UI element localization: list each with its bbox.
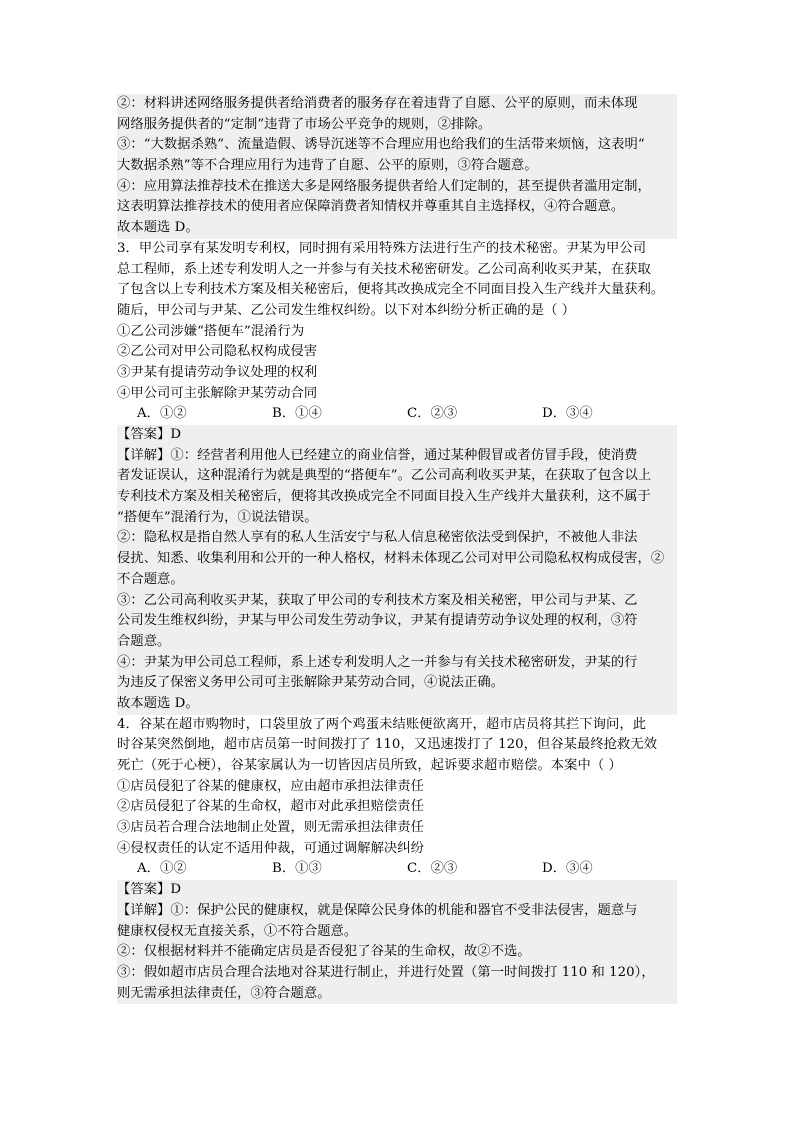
- explanation-line: 这表明算法推荐技术的使用者应保障消费者知情权并尊重其自主选择权，④符合题意。: [117, 197, 677, 218]
- explanation-line: ②：仅根据材料并不能确定店员是否侵犯了谷某的生命权，故②不选。: [117, 942, 677, 963]
- explanation-line: 公司发生维权纠纷，尹某与甲公司发生劳动争议，尹某有提请劳动争议处理的权利，③符: [117, 611, 677, 632]
- explanation-line: ④：应用算法推荐技术在推送大多是网络服务提供者给人们定制的，甚至提供者滥用定制，: [117, 177, 677, 198]
- explanation-line: 【答案】D: [117, 880, 677, 901]
- explanation-line: ②：隐私权是指自然人享有的私人生活安宁与私人信息秘密依法受到保护，不被他人非法: [117, 528, 677, 549]
- explanation-line: ④：尹某为甲公司总工程师，系上述专利发明人之一并参与有关技术秘密研发，尹某的行: [117, 653, 677, 674]
- answer-options: [117, 404, 677, 425]
- explanation-line: 不合题意。: [117, 570, 677, 591]
- explanation-line: ③：假如超市店员合理合法地对谷某进行制止，并进行处置（第一时间拨打 110 和 120），: [117, 963, 677, 984]
- answer-option: D．③④: [542, 406, 593, 422]
- explanation-line: 专利技术方案及相关秘密后，便将其改换成完全不同面目投入生产线并大量获利，这不属于: [117, 487, 677, 508]
- explanation-line: 侵扰、知悉、收集利用和公开的一种人格权，材料未体现乙公司对甲公司隐私权构成侵害，②: [117, 549, 677, 570]
- explanation-line: ②：材料讲述网络服务提供者给消费者的服务存在着违背了自愿、公平的原则，而未体现: [117, 94, 677, 115]
- explanation-line: 故本题选 D。: [117, 694, 677, 715]
- question-line: 随后，甲公司与尹某、乙公司发生维权纠纷。以下对本纠纷分析正确的是（ ）: [117, 301, 677, 322]
- answer-option: C．②③: [407, 406, 458, 422]
- question-line: ①店员侵犯了谷某的健康权，应由超市承担法律责任: [117, 777, 677, 798]
- question-line: 4．谷某在超市购物时，口袋里放了两个鸡蛋未结账便欲离开，超市店员将其拦下询问，此: [117, 715, 677, 736]
- question-line: ③店员若合理合法地制止处置，则无需承担法律责任: [117, 818, 677, 839]
- explanation-line: 【详解】①：保护公民的健康权，就是保障公民身体的机能和器官不受非法侵害，题意与: [117, 901, 677, 922]
- explanation-line: ③：“大数据杀熟”、流量造假、诱导沉迷等不合理应用也给我们的生活带来烦恼，这表明“: [117, 135, 677, 156]
- question-line: ④侵权责任的认定不适用仲裁，可通过调解解决纠纷: [117, 839, 677, 860]
- answer-option: B．①④: [272, 406, 322, 422]
- question-line: ③尹某有提请劳动争议处理的权利: [117, 363, 677, 384]
- explanation-line: 合题意。: [117, 632, 677, 653]
- question-line: 时谷某突然倒地，超市店员第一时间拨打了 110，又迅速拨打了 120，但谷某最终抢救无效: [117, 735, 677, 756]
- explanation-line: 为违反了保密义务甲公司可主张解除尹某劳动合同，④说法正确。: [117, 673, 677, 694]
- answer-options: [117, 859, 677, 880]
- explanation-line: 则无需承担法律责任，③符合题意。: [117, 984, 677, 1005]
- explanation-line: 健康权侵权无直接关系，①不符合题意。: [117, 922, 677, 943]
- question-line: ②店员侵犯了谷某的生命权，超市对此承担赔偿责任: [117, 797, 677, 818]
- answer-option: A．①②: [137, 406, 187, 422]
- answer-option: D．③④: [542, 861, 593, 877]
- answer-option: C．②③: [407, 861, 458, 877]
- explanation-line: 大数据杀熟”等不合理应用行为违背了自愿、公平的原则，③符合题意。: [117, 156, 677, 177]
- document-page: [117, 94, 677, 1004]
- question-line: 总工程师，系上述专利发明人之一并参与有关技术秘密研发。乙公司高利收买尹某，在获取: [117, 260, 677, 281]
- answer-option: A．①②: [137, 861, 187, 877]
- question-line: ④甲公司可主张解除尹某劳动合同: [117, 384, 677, 405]
- explanation-line: 【答案】D: [117, 425, 677, 446]
- explanation-line: “搭便车”混淆行为，①说法错误。: [117, 508, 677, 529]
- explanation-line: ③：乙公司高利收买尹某，获取了甲公司的专利技术方案及相关秘密，甲公司与尹某、乙: [117, 591, 677, 612]
- answer-option: B．①③: [272, 861, 322, 877]
- explanation-line: 故本题选 D。: [117, 218, 677, 239]
- explanation-line: 者发证误认，这种混淆行为就是典型的“搭便车”。乙公司高利收买尹某，在获取了包含以上: [117, 466, 677, 487]
- question-line: 3．甲公司享有某发明专利权，同时拥有采用特殊方法进行生产的技术秘密。尹某为甲公司: [117, 239, 677, 260]
- question-line: ①乙公司涉嫌“搭便车”混淆行为: [117, 322, 677, 343]
- explanation-line: 【详解】①：经营者利用他人已经建立的商业信誉，通过某种假冒或者仿冒手段，使消费: [117, 446, 677, 467]
- explanation-line: 网络服务提供者的“定制”违背了市场公平竞争的规则，②排除。: [117, 115, 677, 136]
- question-line: ②乙公司对甲公司隐私权构成侵害: [117, 342, 677, 363]
- question-line: 死亡（死于心梗），谷某家属认为一切皆因店员所致，起诉要求超市赔偿。本案中（ ）: [117, 756, 677, 777]
- question-line: 了包含以上专利技术方案及相关秘密后，便将其改换成完全不同面目投入生产线并大量获利。: [117, 280, 677, 301]
